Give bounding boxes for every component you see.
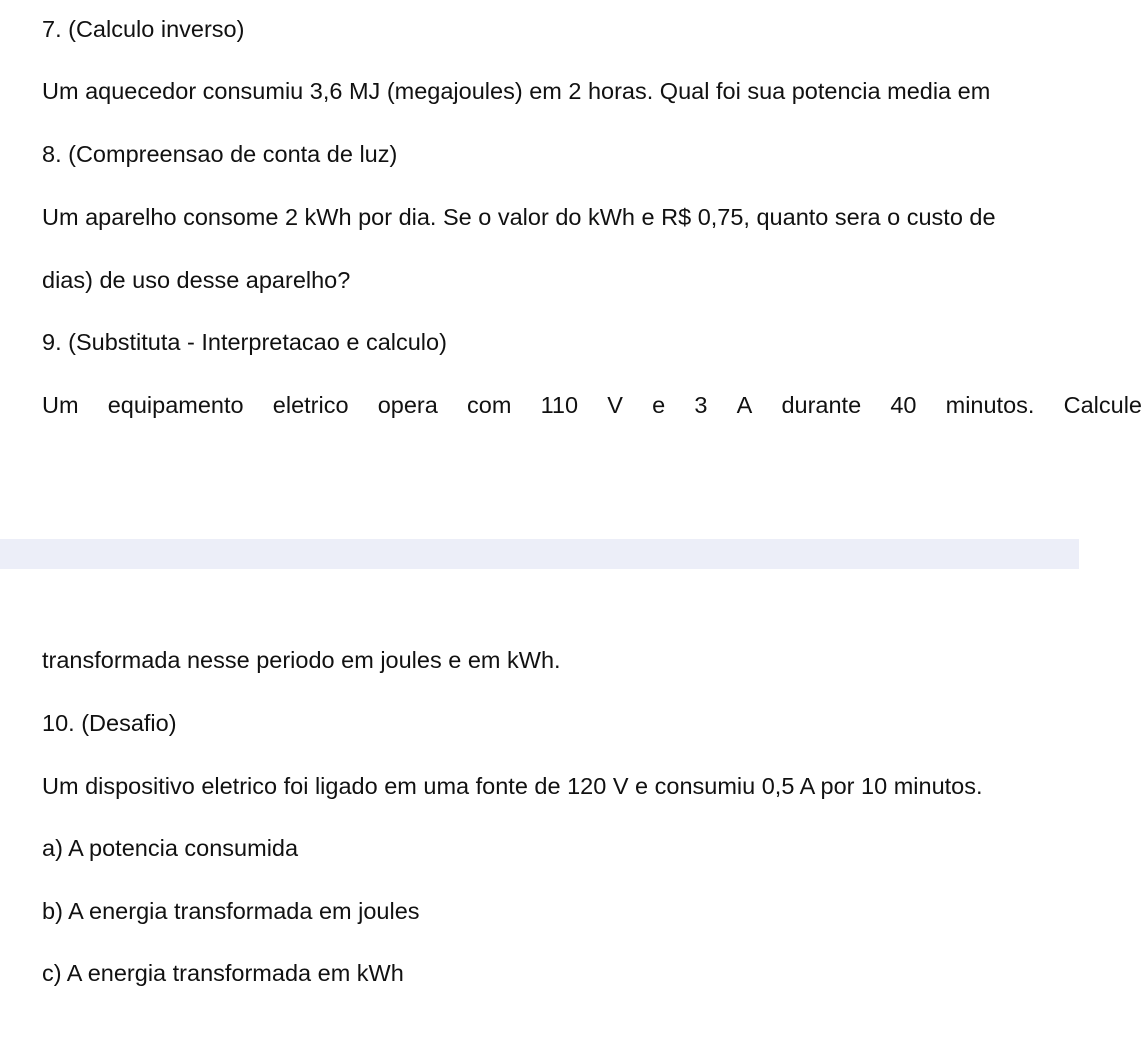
question-8-text-line-2: dias) de uso desse aparelho?	[42, 267, 351, 293]
question-9-text-line-1	[42, 391, 1142, 419]
word: com	[467, 392, 512, 418]
question-10-item-a: a) A potencia consumida	[42, 835, 299, 861]
document-page-2	[0, 569, 1079, 1055]
question-10-title: 10. (Desafio)	[42, 710, 177, 736]
word: opera	[377, 392, 438, 418]
question-9-text-line-2: transformada nesse periodo em joules e em kWh.	[42, 647, 561, 673]
question-9-title: 9. (Substituta - Interpretacao e calculo)	[42, 329, 447, 355]
word: V	[607, 392, 623, 418]
question-8-title: 8. (Compreensao de conta de luz)	[42, 141, 398, 167]
word: 3	[694, 392, 708, 418]
word: A	[736, 392, 753, 418]
question-7-title: 7. (Calculo inverso)	[42, 16, 245, 42]
word: durante	[781, 392, 862, 418]
word: minutos.	[945, 392, 1035, 418]
word: eletrico	[272, 392, 349, 418]
word: equipamento	[107, 392, 244, 418]
question-7-text: Um aquecedor consumiu 3,6 MJ (megajoules) em 2 horas. Qual foi sua potencia media em	[42, 78, 991, 104]
question-10-text: Um dispositivo eletrico foi ligado em uma fonte de 120 V e consumiu 0,5 A por 10 minutos.	[42, 773, 983, 799]
question-10-item-c: c) A energia transformada em kWh	[42, 960, 404, 986]
word: Um	[42, 392, 79, 418]
page-break	[0, 539, 1079, 569]
question-8-text-line-1: Um aparelho consome 2 kWh por dia. Se o valor do kWh e R$ 0,75, quanto sera o custo de	[42, 204, 996, 230]
word: Calcule	[1063, 392, 1142, 418]
question-10-item-b: b) A energia transformada em joules	[42, 898, 420, 924]
word: 40	[890, 392, 917, 418]
word: e	[652, 392, 666, 418]
word: 110	[540, 392, 579, 418]
